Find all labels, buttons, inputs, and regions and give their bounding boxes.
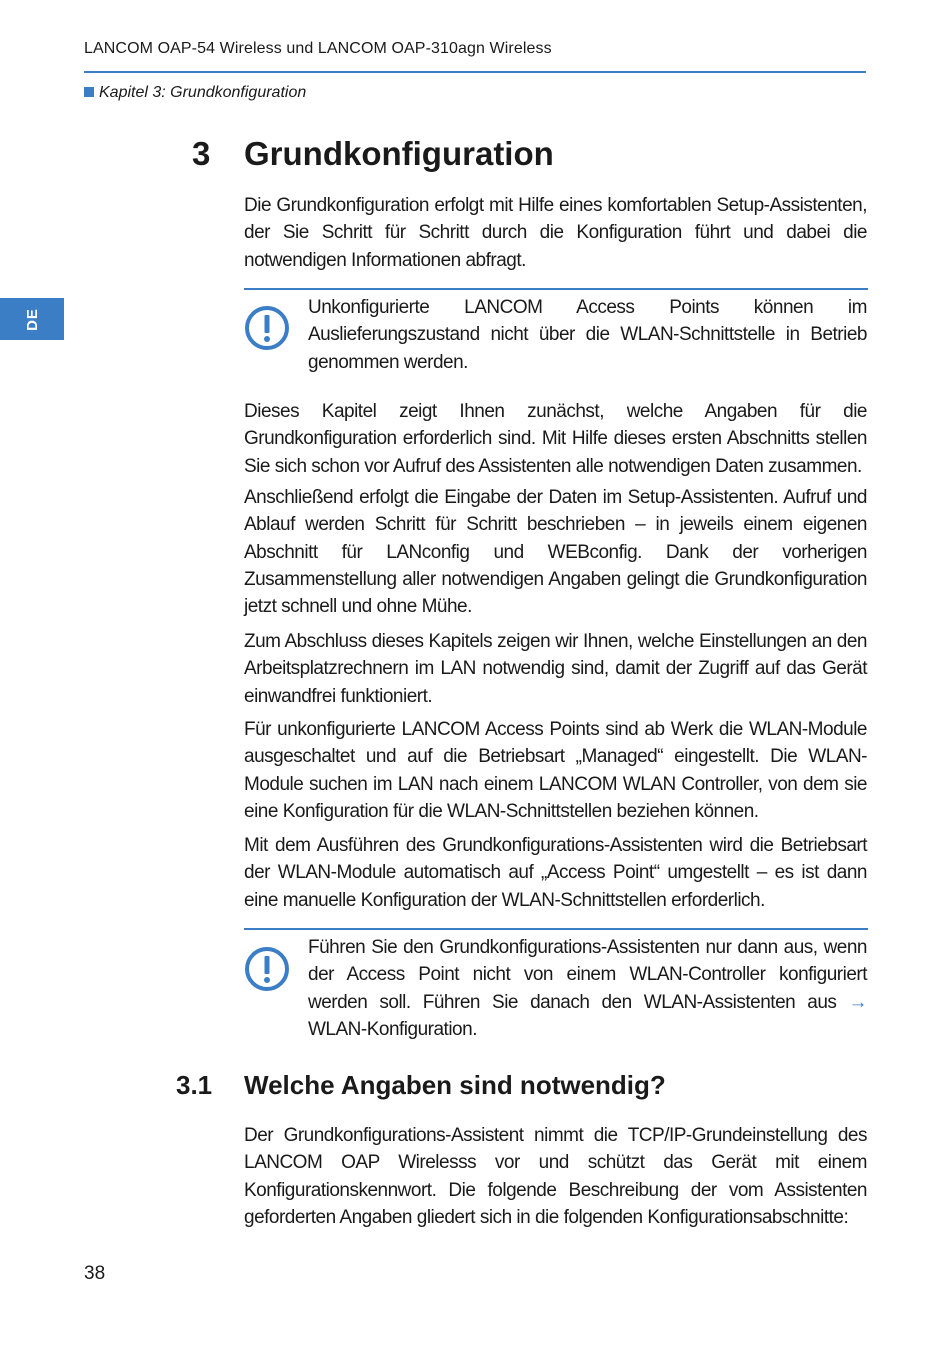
- paragraph-5: Für unkonfigurierte LANCOM Access Points sind ab Werk die WLAN-Module ausgeschaltet und auf die Betriebsart „Managed“ eingestellt. Die WLAN-Module suchen im LAN nach einem LANCOM WLAN Controller, von dem sie eine Konfiguration für die WLAN-Schnittstellen beziehen können.: [244, 719, 867, 822]
- page-number: 38: [84, 1263, 106, 1284]
- subsection-title: Welche Angaben sind notwendig?: [244, 1070, 666, 1100]
- subsection-number: 3.1: [176, 1070, 213, 1100]
- note-rule-1: [244, 288, 868, 290]
- exclamation-circle-icon: [244, 305, 290, 351]
- language-tab: [0, 298, 64, 340]
- chapter-breadcrumb: [84, 84, 306, 102]
- intro-paragraph: Die Grundkonfiguration erfolgt mit Hilfe eines komfortablen Setup-Assistenten, der Sie Schritt für Schritt durch die Konfiguration führt und dabei die notwendigen Informationen abfragt.: [244, 195, 867, 271]
- header-title: LANCOM OAP-54 Wireless und LANCOM OAP-310agn Wireless: [84, 40, 552, 57]
- section-title: Grundkonfiguration: [244, 135, 554, 172]
- language-tab-label: DE: [23, 307, 41, 331]
- subsection-paragraph: Der Grundkonfigurations-Assistent nimmt die TCP/IP-Grundeinstellung des LANCOM OAP Wirelesss vor und schützt das Gerät mit einem Konfigurationskennwort. Die folgende Beschreibung der vom Assistenten geforderten Angaben gliedert sich in die folgenden Konfigurationsabschnitte:: [244, 1125, 867, 1228]
- chapter-square-icon: [84, 87, 94, 97]
- paragraph-2: Dieses Kapitel zeigt Ihnen zunächst, welche Angaben für die Grundkonfiguration erforderlich sind. Mit Hilfe dieses ersten Abschnitts stellen Sie sich schon vor Aufruf des Assistenten alle notwendigen Daten zusammen.: [244, 401, 867, 477]
- note-2-text: [308, 934, 867, 1043]
- section-number: 3: [192, 135, 211, 172]
- header-rule: [84, 71, 866, 73]
- note-rule-2: [244, 928, 868, 930]
- paragraph-6: Mit dem Ausführen des Grundkonfigurations-Assistenten wird die Betriebsart der WLAN-Module automatisch auf „Access Point“ umgestellt – es ist dann eine manuelle Konfiguration der WLAN-Schnittstellen erforderlich.: [244, 835, 867, 911]
- paragraph-3: Anschließend erfolgt die Eingabe der Daten im Setup-Assistenten. Aufruf und Ablauf werden Schritt für Schritt beschrieben – in jeweils einem eigenen Abschnitt für LANconfig und WEBconfig. Dank der vorherigen Zusammenstellung aller notwendigen Angaben gelingt die Grundkonfiguration jetzt schnell und ohne Mühe.: [244, 487, 867, 618]
- paragraph-4: Zum Abschluss dieses Kapitels zeigen wir Ihnen, welche Einstellungen an den Arbeitsplatzrechnern im LAN notwendig sind, damit der Zugriff auf das Gerät einwandfrei funktioniert.: [244, 631, 867, 707]
- note-2-link[interactable]: WLAN-Konfiguration.: [308, 1018, 477, 1040]
- note-2-body: Führen Sie den Grundkonfigurations-Assistenten nur dann aus, wenn der Access Point nicht von einem WLAN-Controller konfiguriert werden soll. Führen Sie danach den WLAN-Assistenten aus: [308, 937, 867, 1013]
- arrow-right-icon: →: [848, 991, 867, 1013]
- chapter-label: Kapitel 3: Grundkonfiguration: [99, 84, 307, 101]
- exclamation-circle-icon: [244, 946, 290, 992]
- note-1-text: Unkonfigurierte LANCOM Access Points können im Auslieferungszustand nicht über die WLAN-Schnittstelle in Betrieb genommen werden.: [308, 297, 867, 373]
